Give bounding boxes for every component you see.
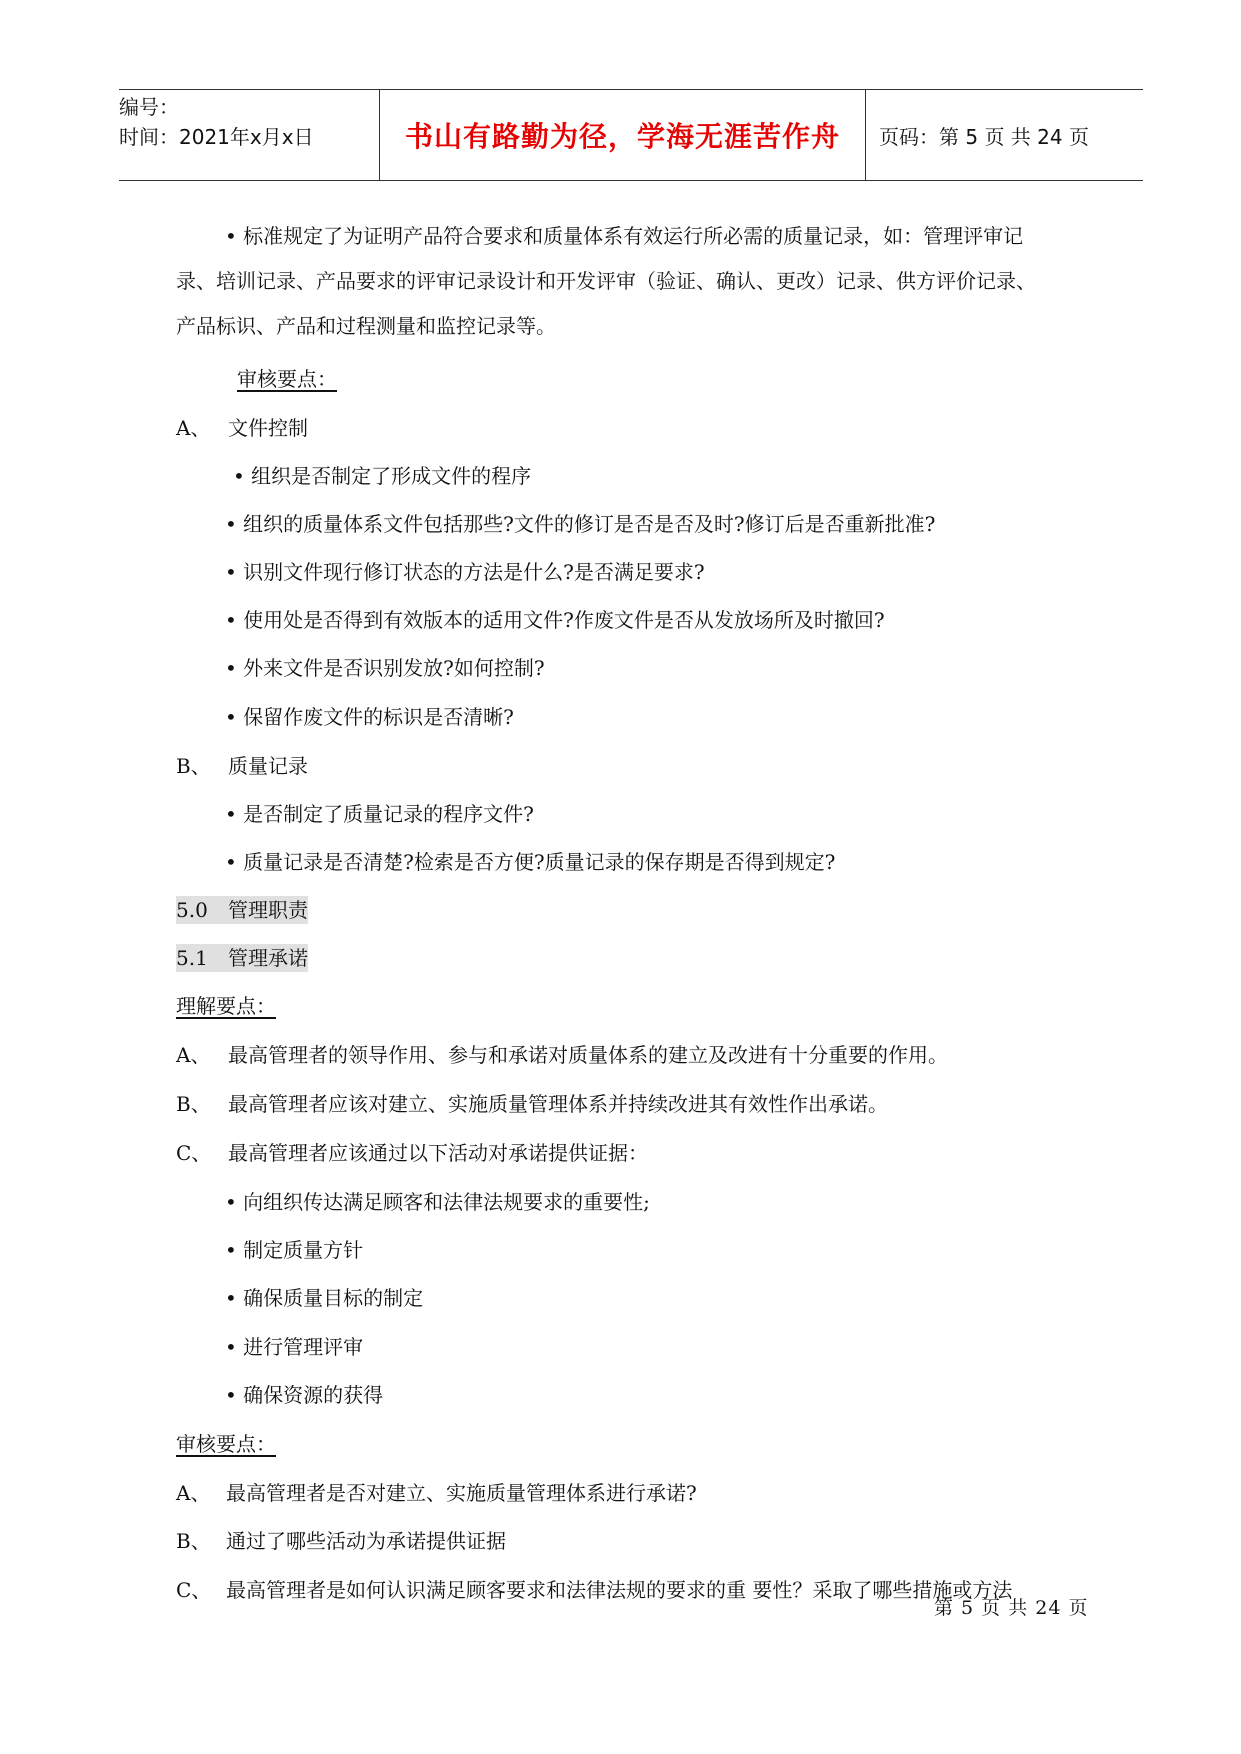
list-item: • 制定质量方针 xyxy=(225,1238,364,1262)
understand-item-c xyxy=(176,1139,648,1167)
list-item: • 使用处是否得到有效版本的适用文件?作废文件是否从发放场所及时撤回? xyxy=(225,608,885,632)
audit-heading-2: 审核要点： xyxy=(176,1432,276,1456)
header-motto: 书山有路勤为径，学海无涯苦作舟 xyxy=(404,120,840,153)
list-item: • 确保资源的获得 xyxy=(225,1383,384,1407)
understand-item-a xyxy=(176,1041,948,1069)
item-label: A、 xyxy=(176,1481,211,1505)
section-number: 5.0 xyxy=(176,898,208,922)
section-title: 管理职责 xyxy=(228,898,308,922)
item-text: 最高管理者应该对建立、实施质量管理体系并持续改进其有效性作出承诺。 xyxy=(228,1092,888,1116)
section-a-title: 文件控制 xyxy=(228,416,308,440)
intro-line-2: 录、培训记录、产品要求的评审记录设计和开发评审（验证、确认、更改）记录、供方评价记录、 xyxy=(176,269,1036,293)
page-header xyxy=(119,89,1143,181)
understand-heading: 理解要点： xyxy=(176,994,276,1018)
section-b-label: B、 xyxy=(176,754,211,778)
document-time: 时间：2021年x月x日 xyxy=(119,125,314,149)
item-text: 最高管理者的领导作用、参与和承诺对质量体系的建立及改进有十分重要的作用。 xyxy=(228,1043,948,1067)
list-item: • 进行管理评审 xyxy=(225,1335,364,1359)
section-5-1-heading xyxy=(176,944,308,972)
section-5-0-heading xyxy=(176,896,308,924)
list-item: • 组织是否制定了形成文件的程序 xyxy=(233,464,532,488)
item-label: A、 xyxy=(176,1043,211,1067)
document-number-label: 编号： xyxy=(119,95,179,119)
understand-item-b xyxy=(176,1090,888,1118)
item-text: 最高管理者是否对建立、实施质量管理体系进行承诺? xyxy=(226,1481,697,1505)
audit-heading-1: 审核要点： xyxy=(237,367,337,391)
item-label: B、 xyxy=(176,1529,211,1553)
page-footer: 第 5 页 共 24 页 xyxy=(934,1597,1089,1619)
list-item: • 向组织传达满足顾客和法律法规要求的重要性; xyxy=(225,1190,650,1214)
header-meta xyxy=(119,90,379,180)
intro-line-3: 产品标识、产品和过程测量和监控记录等。 xyxy=(176,314,556,338)
item-text: 最高管理者是如何认识满足顾客要求和法律法规的要求的重 要性？采取了哪些措施或方法 xyxy=(226,1578,1013,1602)
audit-item-b xyxy=(176,1527,506,1555)
list-item: • 是否制定了质量记录的程序文件? xyxy=(225,802,534,826)
header-motto-cell xyxy=(379,90,866,180)
section-title: 管理承诺 xyxy=(228,946,308,970)
item-text: 最高管理者应该通过以下活动对承诺提供证据： xyxy=(228,1141,648,1165)
section-number: 5.1 xyxy=(176,946,208,970)
intro-line-1: • 标准规定了为证明产品符合要求和质量体系有效运行所必需的质量记录，如：管理评审记 xyxy=(225,224,1024,248)
item-label: C、 xyxy=(176,1141,212,1165)
audit-item-a xyxy=(176,1479,697,1507)
list-item: • 识别文件现行修订状态的方法是什么?是否满足要求? xyxy=(225,560,705,584)
section-a-label: A、 xyxy=(176,416,211,440)
section-a-heading xyxy=(176,414,308,442)
list-item: • 确保质量目标的制定 xyxy=(225,1286,424,1310)
list-item: • 保留作废文件的标识是否清晰? xyxy=(225,705,514,729)
list-item: • 组织的质量体系文件包括那些?文件的修订是否是否及时?修订后是否重新批准? xyxy=(225,512,936,536)
item-text: 通过了哪些活动为承诺提供证据 xyxy=(226,1529,506,1553)
section-b-title: 质量记录 xyxy=(228,754,308,778)
list-item: • 外来文件是否识别发放?如何控制? xyxy=(225,656,545,680)
item-label: C、 xyxy=(176,1578,212,1602)
section-b-heading xyxy=(176,752,308,780)
audit-item-c xyxy=(176,1576,1012,1604)
list-item: • 质量记录是否清楚?检索是否方便?质量记录的保存期是否得到规定? xyxy=(225,850,836,874)
item-label: B、 xyxy=(176,1092,211,1116)
header-page-code: 页码：第 5 页 共 24 页 xyxy=(879,124,1089,149)
